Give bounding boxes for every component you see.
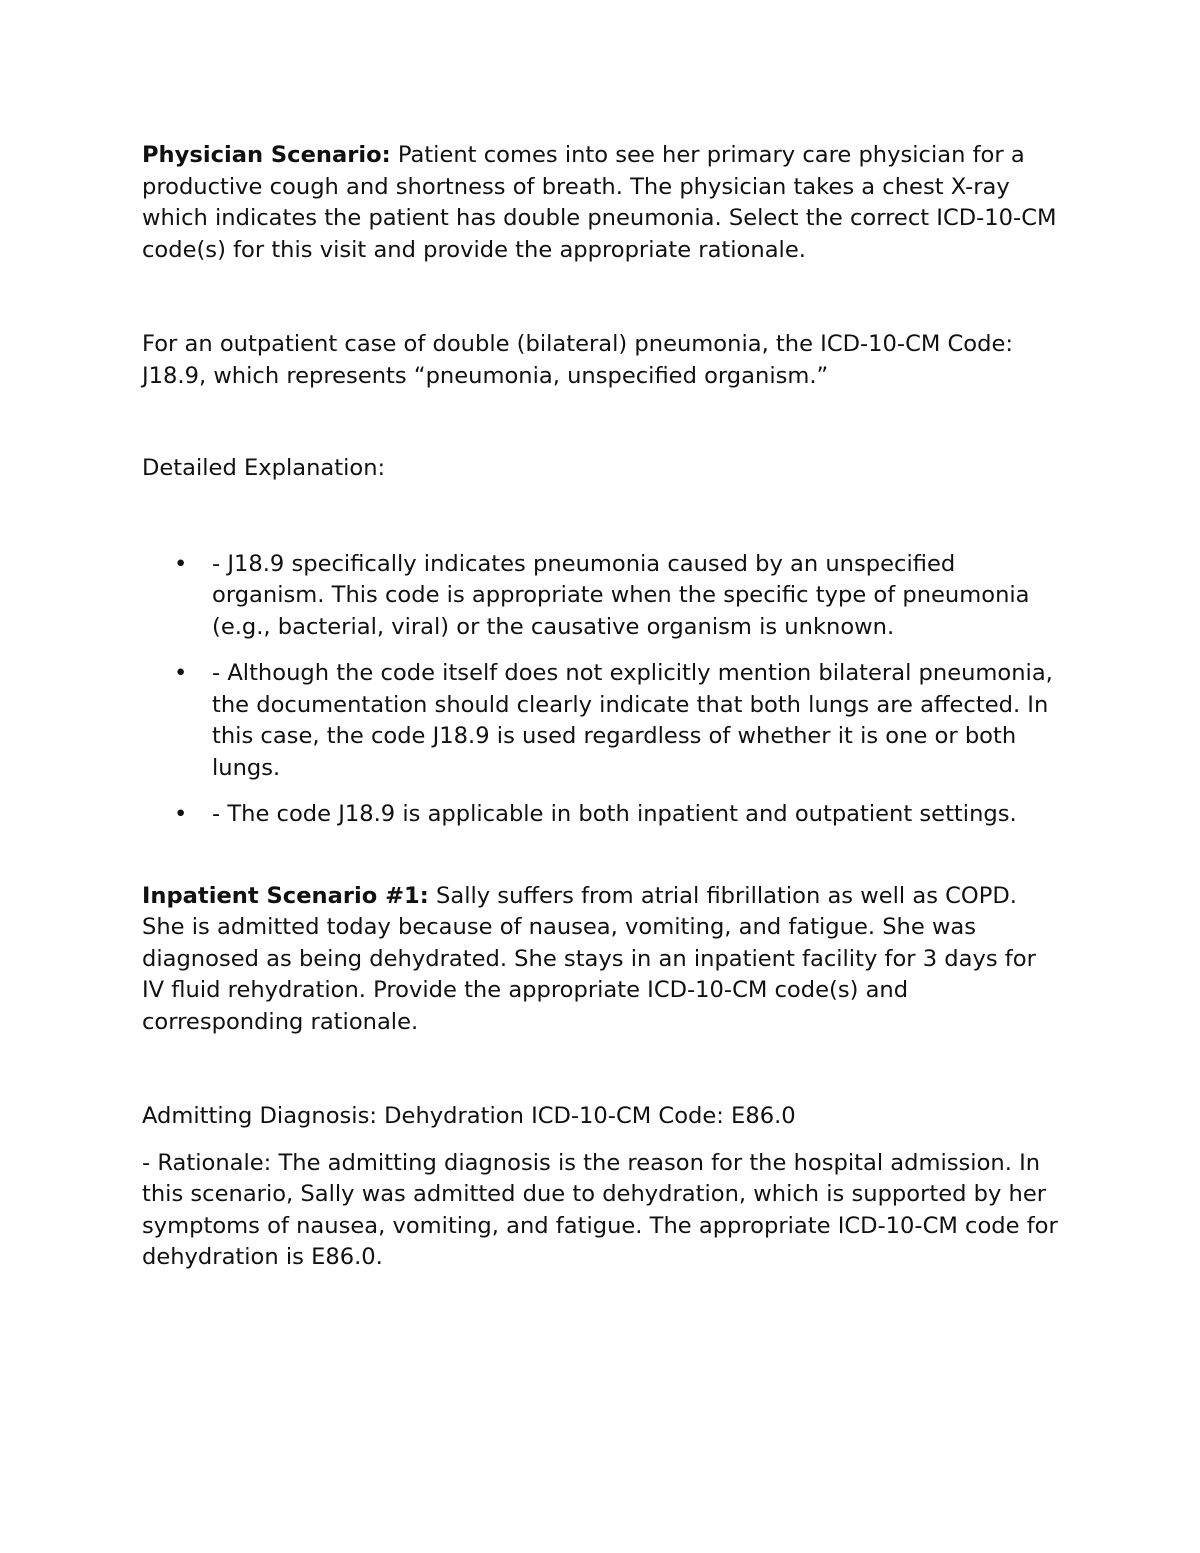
detailed-explanation-heading: Detailed Explanation: — [142, 455, 386, 481]
physician-scenario-label: Physician Scenario: — [142, 142, 391, 168]
bullet-icon: • — [174, 660, 188, 686]
list-item — [142, 549, 1060, 644]
list-item — [142, 799, 1060, 831]
bullet-text: - The code J18.9 is applicable in both inpatient and outpatient settings. — [212, 801, 1017, 827]
bullet-text: - J18.9 specifically indicates pneumonia caused by an unspecified organism. This code is appropriate when the specific type of pneumonia (e.g., bacterial, viral) or the causative organism is unknown. — [212, 550, 1030, 640]
list-item — [142, 658, 1060, 784]
inpatient-scenario-text: Sally suffers from atrial fibrillation as well as COPD. She is admitted today because of nausea, vomiting, and fatigue. She was diagnosed as being dehydrated. She stays in an inpatient facility for 3 days for IV fluid rehydration. Provide the appropriate ICD-10-CM code(s) and corresponding rationale. — [142, 882, 1036, 1035]
explanation-bullet-list — [142, 549, 1060, 831]
physician-scenario-text: Patient comes into see her primary care physician for a productive cough and shortness of breath. The physician takes a chest X-ray which indicates the patient has double pneumonia. Select the correct ICD-10-CM code(s) for this visit and provide the appropriate rationale. — [142, 142, 1057, 263]
bullet-text: - Although the code itself does not explicitly mention bilateral pneumonia, the documentation should clearly indicate that both lungs are affected. In this case, the code J18.9 is used regardless of whether it is one or both lungs. — [212, 660, 1053, 781]
physician-scenario-paragraph — [142, 140, 1060, 266]
rationale-paragraph: - Rationale: The admitting diagnosis is the reason for the hospital admission. In this scenario, Sally was admitted due to dehydration, which is supported by her symptoms of nausea, vomiting, and fatigue. The appropriate ICD-10-CM code for dehydration is E86.0. — [142, 1149, 1058, 1270]
document-page — [142, 140, 1060, 1274]
bullet-icon: • — [174, 801, 188, 827]
inpatient-scenario-paragraph — [142, 881, 1060, 1039]
outpatient-answer-paragraph: For an outpatient case of double (bilateral) pneumonia, the ICD-10-CM Code: J18.9, which represents “pneumonia, unspecified organism.” — [142, 331, 1013, 389]
admitting-diagnosis-paragraph: Admitting Diagnosis: Dehydration ICD-10-CM Code: E86.0 — [142, 1103, 796, 1129]
inpatient-scenario-label: Inpatient Scenario #1: — [142, 882, 429, 909]
bullet-icon: • — [174, 550, 188, 577]
